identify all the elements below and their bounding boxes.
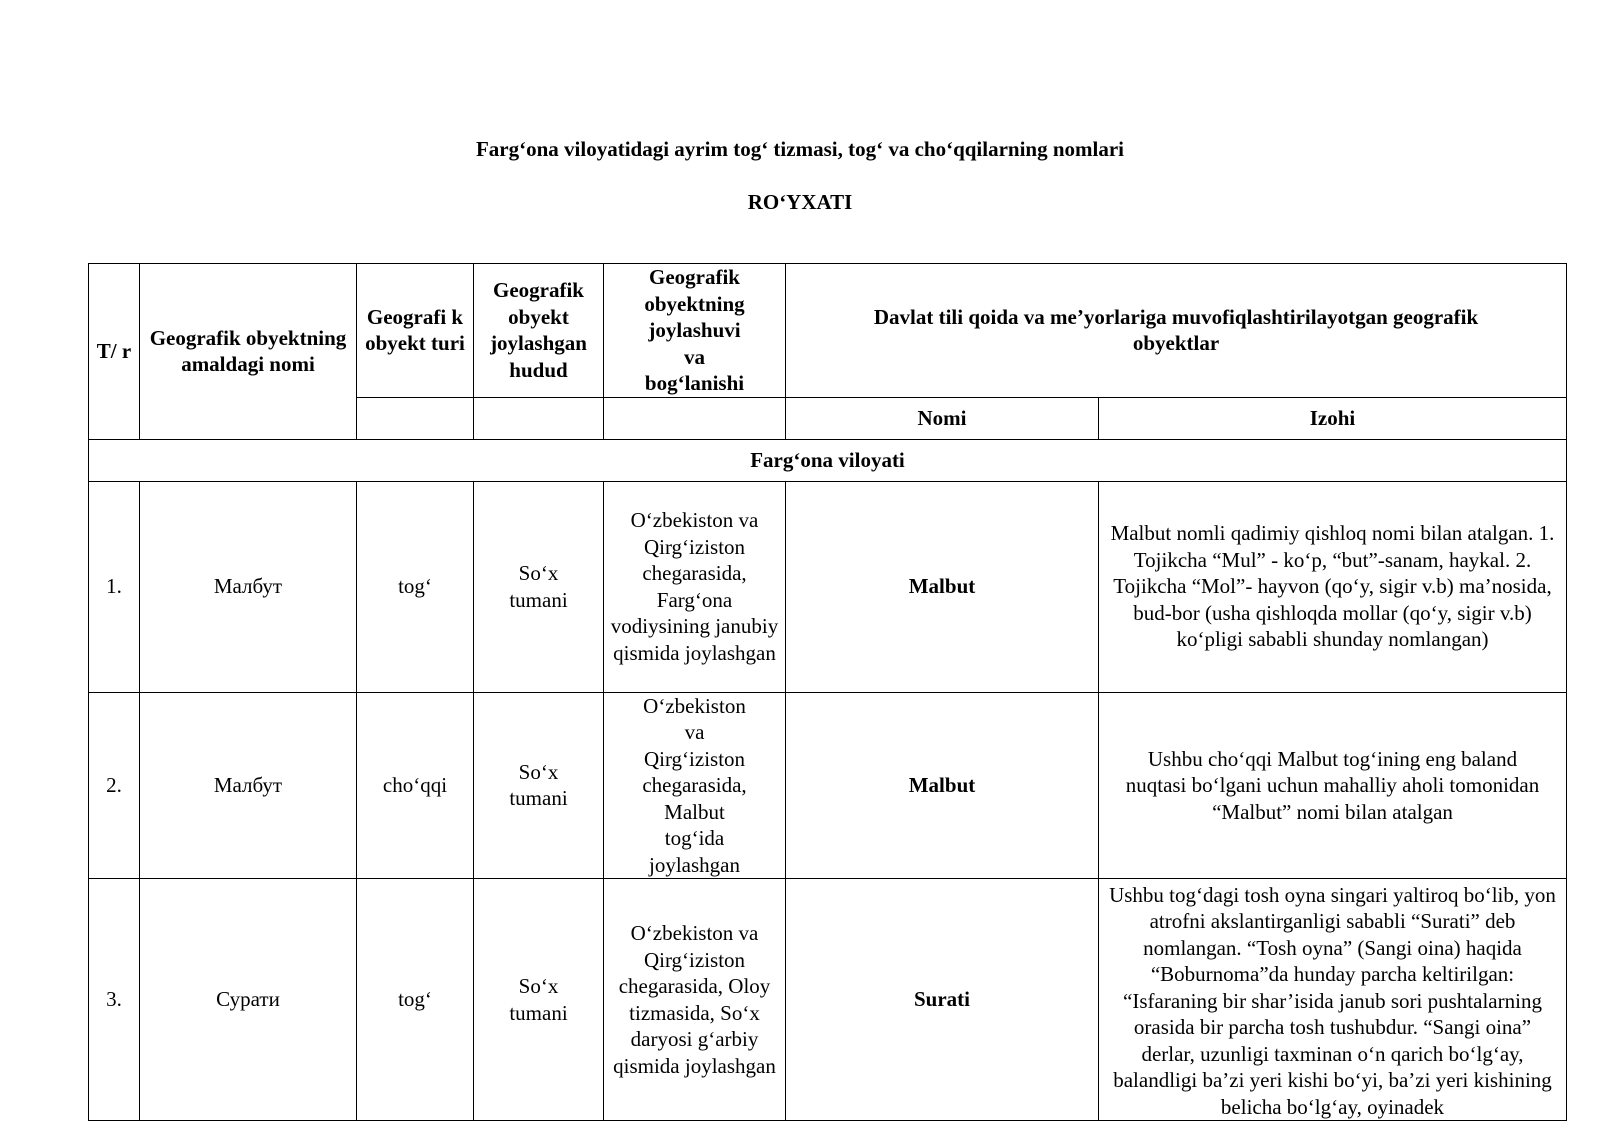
row-name: Malbut: [786, 481, 1099, 692]
row-type: cho‘qqi: [357, 692, 474, 879]
header-location-label: Geografik obyektning joylashuvi va bog‘lanishi: [644, 265, 745, 395]
row-region-text: So‘x tumani: [509, 974, 568, 1025]
row-location: [604, 692, 786, 879]
row-current-name: Малбут: [140, 692, 357, 879]
table-row: [89, 481, 1567, 692]
header-region-label: Geografik obyekt joylashgan hudud: [490, 278, 587, 382]
row-type: tog‘: [357, 879, 474, 1121]
header-location: [604, 264, 786, 398]
header-current-name-label: Geografik obyektning amaldagi nomi: [149, 325, 347, 377]
row-location-text: O‘zbekiston va Qirg‘iziston chegarasida, Oloy tizmasida, So‘x daryosi g‘arbiy qismida joylashgan: [613, 921, 776, 1078]
header-row-top: [89, 264, 1567, 398]
header-object-type: [357, 264, 474, 398]
table-row: [89, 692, 1567, 879]
header-name-label: Nomi: [917, 405, 967, 430]
row-region-text: So‘x tumani: [509, 561, 568, 612]
row-region-text: So‘x tumani: [509, 759, 568, 811]
header-note: [1099, 397, 1567, 439]
row-location: [604, 481, 786, 692]
header-object-type-label: Geografi k obyekt turi: [365, 304, 465, 356]
section-title: Farg‘ona viloyati: [89, 439, 1567, 481]
row-number: 2.: [89, 692, 140, 879]
header-number: [89, 264, 140, 440]
row-location: [604, 879, 786, 1121]
header-note-label: Izohi: [1309, 405, 1356, 430]
header-number-label: T/ r: [96, 339, 132, 363]
row-note: Ushbu tog‘dagi tosh oyna singari yaltiroq bo‘lib, yon atrofni akslantirganligi sababli “Surati” deb nomlangan. “Tosh oyna” (Sangi oina) haqida “Boburnoma”da hunday parcha keltirilgan: “Isfaraning bir shar’isida janub sori pushtalarning orasida bir parcha tosh tushubdur. “Sangi oina” derlar, uzunligi taxminan o‘n qarich bo‘lg‘ay, balandligi ba’zi yeri kishi bo‘yi, ba’zi yeri kishining belicha bo‘lg‘ay, oyinadek: [1099, 879, 1567, 1121]
header-name: [786, 397, 1099, 439]
header-blank-type: [357, 397, 474, 439]
header-current-name: [140, 264, 357, 440]
row-location-text: O‘zbekiston va Qirg‘iziston chegarasida, Malbut tog‘ida joylashgan: [642, 693, 747, 877]
row-number: 3.: [89, 879, 140, 1121]
row-note: Malbut nomli qadimiy qishloq nomi bilan atalgan. 1. Tojikcha “Mul” - ko‘p, “but”-sanam, haykal. 2. Tojikcha “Mol”- hayvon (qo‘y, sigir v.b) ma’nosida, bud-bor (usha qishloqda mollar (qo‘y, sigir v.b) ko‘pligi sababli shunday nomlangan): [1099, 481, 1567, 692]
header-blank-region: [474, 397, 604, 439]
header-harmonized-label: Davlat tili qoida va me’yorlariga muvofiqlashtirilayotgan geografik obyektlar: [873, 304, 1479, 356]
row-current-name: Малбут: [140, 481, 357, 692]
row-name: Malbut: [786, 692, 1099, 879]
row-number: 1.: [89, 481, 140, 692]
section-row: [89, 439, 1567, 481]
row-region: [474, 879, 604, 1121]
table-row: [89, 879, 1567, 1121]
row-current-name: Сурати: [140, 879, 357, 1121]
geographic-objects-table: [88, 263, 1567, 1121]
header-region: [474, 264, 604, 398]
row-name: Surati: [786, 879, 1099, 1121]
row-region: [474, 481, 604, 692]
row-region: [474, 692, 604, 879]
header-harmonized: [786, 264, 1567, 398]
row-location-text: O‘zbekiston va Qirg‘iziston chegarasida, Farg‘ona vodiysining janubiy qismida joylashgan: [610, 508, 779, 665]
header-blank-location: [604, 397, 786, 439]
row-note: Ushbu cho‘qqi Malbut tog‘ining eng baland nuqtasi bo‘lgani uchun mahalliy aholi tomonidan “Malbut” nomi bilan atalgan: [1099, 692, 1567, 879]
document-title: Farg‘ona viloyatidagi ayrim tog‘ tizmasi, tog‘ va cho‘qqilarning nomlari: [475, 137, 1125, 161]
row-type: tog‘: [357, 481, 474, 692]
document-subtitle: RO‘YXATI: [747, 190, 853, 214]
